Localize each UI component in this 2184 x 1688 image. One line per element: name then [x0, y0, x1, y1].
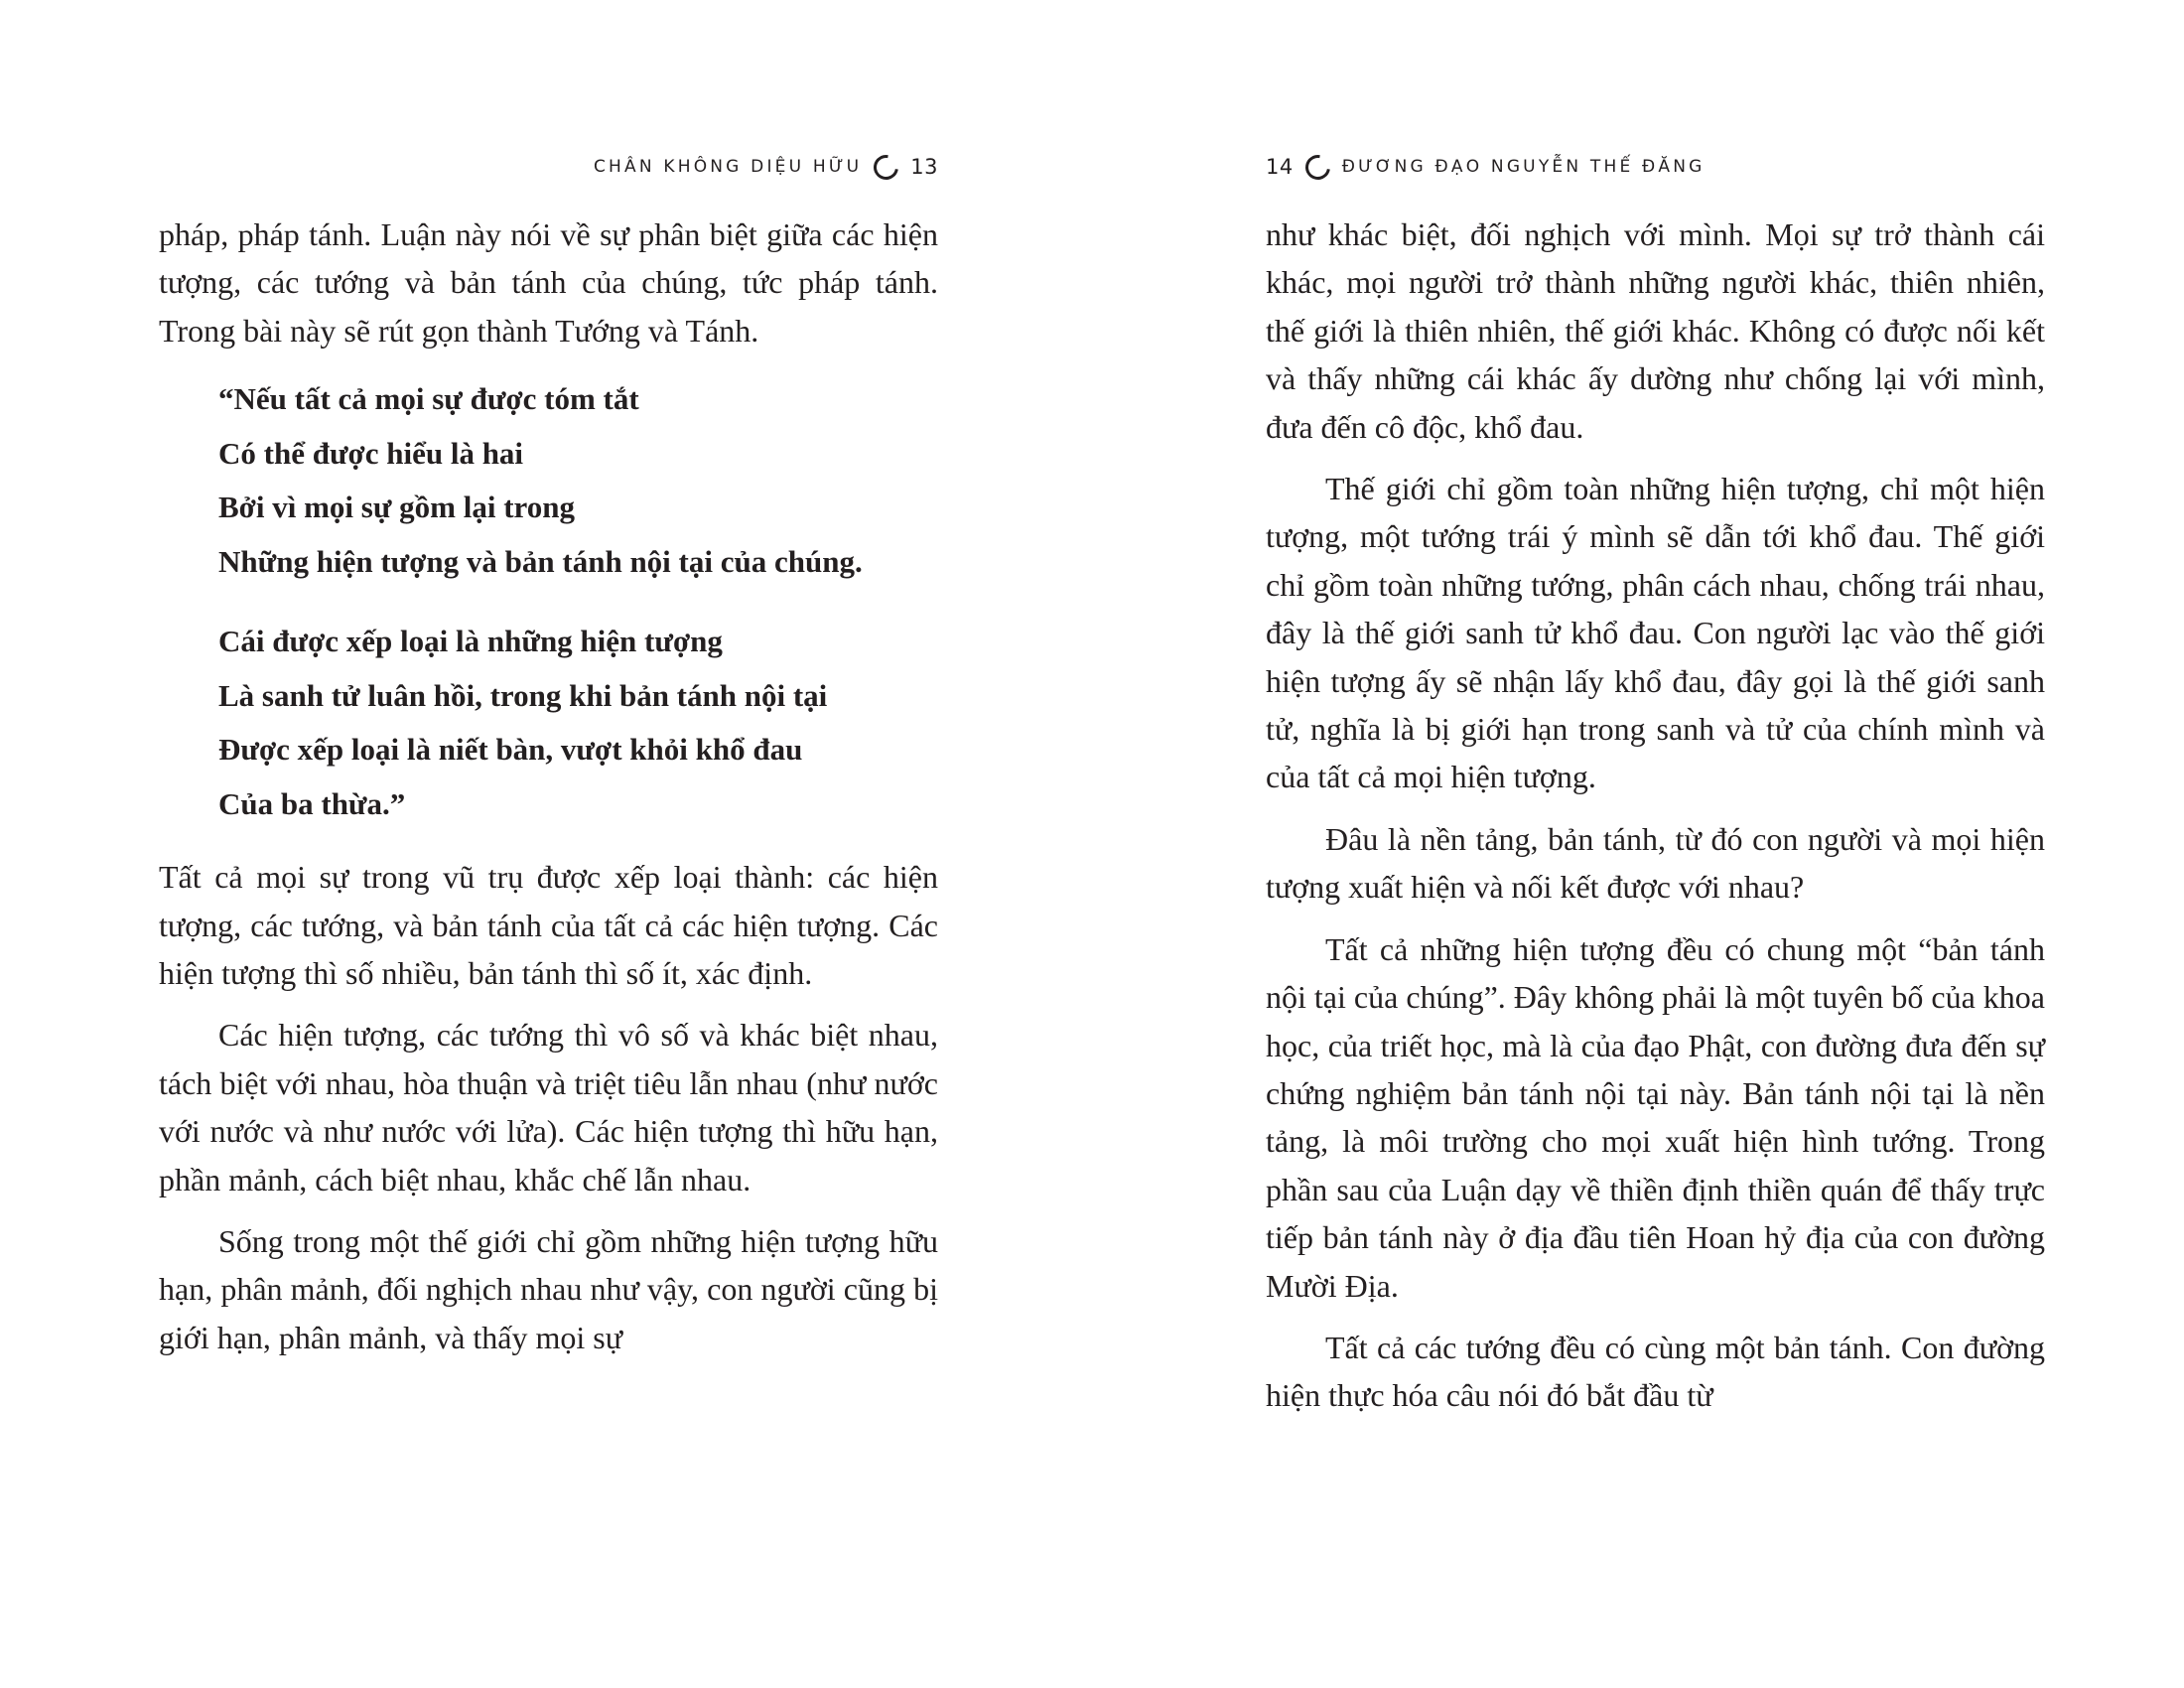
paragraph: Tất cả các tướng đều có cùng một bản tánh. Con đường hiện thực hóa câu nói đó bắt đầu từ: [1266, 1329, 2045, 1414]
right-running-head: [1266, 149, 2045, 185]
paragraph: pháp, pháp tánh. Luận này nói về sự phân biệt giữa các hiện tượng, các tướng và bản tánh của chúng, tức pháp tánh. Trong bài này sẽ rút gọn thành Tướng và Tánh.: [159, 216, 938, 349]
verse-stanza-2: [218, 615, 938, 831]
paragraph: Sống trong một thế giới chỉ gồm những hiện tượng hữu hạn, phân mảnh, đối nghịch nhau như vậy, con người cũng bị giới hạn, phân mảnh, và thấy mọi sự: [159, 1223, 938, 1355]
right-running-head-title: ĐƯƠNG ĐẠO NGUYỄN THẾ ĐĂNG: [1341, 157, 1706, 177]
ornament-circle-icon: [869, 150, 903, 185]
right-page-body: [1266, 211, 2045, 1434]
verse-quote: [218, 372, 938, 831]
left-page: [159, 0, 938, 1688]
verse-line: Có thể được hiểu là hai: [218, 435, 524, 471]
left-running-head-title: CHÂN KHÔNG DIỆU HỮU: [593, 157, 863, 177]
verse-line: “Nếu tất cả mọi sự được tóm tắt: [218, 381, 639, 417]
verse-line: Của ba thừa.”: [218, 785, 406, 821]
paragraph: Các hiện tượng, các tướng thì vô số và khác biệt nhau, tách biệt với nhau, hòa thuận và triệt tiêu lẫn nhau (như nước với nước và như nước với lửa). Các hiện tượng thì hữu hạn, phần mảnh, cách biệt nhau, khắc chế lẫn nhau.: [159, 1017, 938, 1197]
left-running-head: [159, 149, 938, 185]
verse-line: Là sanh tử luân hồi, trong khi bản tánh nội tại: [218, 677, 828, 713]
verse-line: Được xếp loại là niết bàn, vượt khỏi khổ đau: [218, 732, 803, 768]
paragraph: Tất cả những hiện tượng đều có chung một “bản tánh nội tại của chúng”. Đây không phải là một tuyên bố của khoa học, của triết học, mà là của đạo Phật, con đường đưa đến sự chứng nghiệm bản tánh nội tại này. Bản tánh nội tại là nền tảng, là môi trường cho mọi xuất hiện hình tướng. Trong phần sau của Luận dạy về thiền định thiền quán để thấy trực tiếp bản tánh này ở địa đầu tiên Hoan hỷ địa của con đường Mười Địa.: [1266, 930, 2045, 1304]
left-page-number: 13: [910, 155, 938, 179]
left-page-body: [159, 211, 938, 1375]
paragraph: Đâu là nền tảng, bản tánh, từ đó con người và mọi hiện tượng xuất hiện và nối kết được với nhau?: [1266, 820, 2045, 906]
paragraph: như khác biệt, đối nghịch với mình. Mọi sự trở thành cái khác, mọi người trở thành những người khác, thiên nhiên, thế giới là thiên nhiên, thế giới khác. Không có được nối kết và thấy những cái khác ấy dường như chống lại với mình, đưa đến cô độc, khổ đau.: [1266, 216, 2045, 445]
paragraph: Thế giới chỉ gồm toàn những hiện tượng, chỉ một hiện tượng, một tướng trái ý mình sẽ dẫn tới khổ đau. Thế giới chỉ gồm toàn những tướng, phân cách nhau, chống trái nhau, đây là thế giới sanh tử khổ đau. Con người lạc vào thế giới hiện tượng ấy sẽ nhận lấy khổ đau, đây gọi là thế giới sanh tử, nghĩa là bị giới hạn trong sanh và tử của chính mình và của tất cả mọi hiện tượng.: [1266, 471, 2045, 795]
verse-line: Cái được xếp loại là những hiện tượng: [218, 624, 723, 659]
verse-line: Bởi vì mọi sự gồm lại trong: [218, 490, 575, 525]
verse-line: Những hiện tượng và bản tánh nội tại của chúng.: [218, 543, 863, 579]
verse-stanza-1: [218, 372, 938, 589]
right-page: [1266, 0, 2045, 1688]
ornament-circle-icon: [1300, 150, 1335, 185]
right-page-number: 14: [1266, 155, 1294, 179]
paragraph: Tất cả mọi sự trong vũ trụ được xếp loại thành: các hiện tượng, các tướng, và bản tánh của tất cả các hiện tượng. Các hiện tượng thì số nhiều, bản tánh thì số ít, xác định.: [159, 859, 938, 992]
